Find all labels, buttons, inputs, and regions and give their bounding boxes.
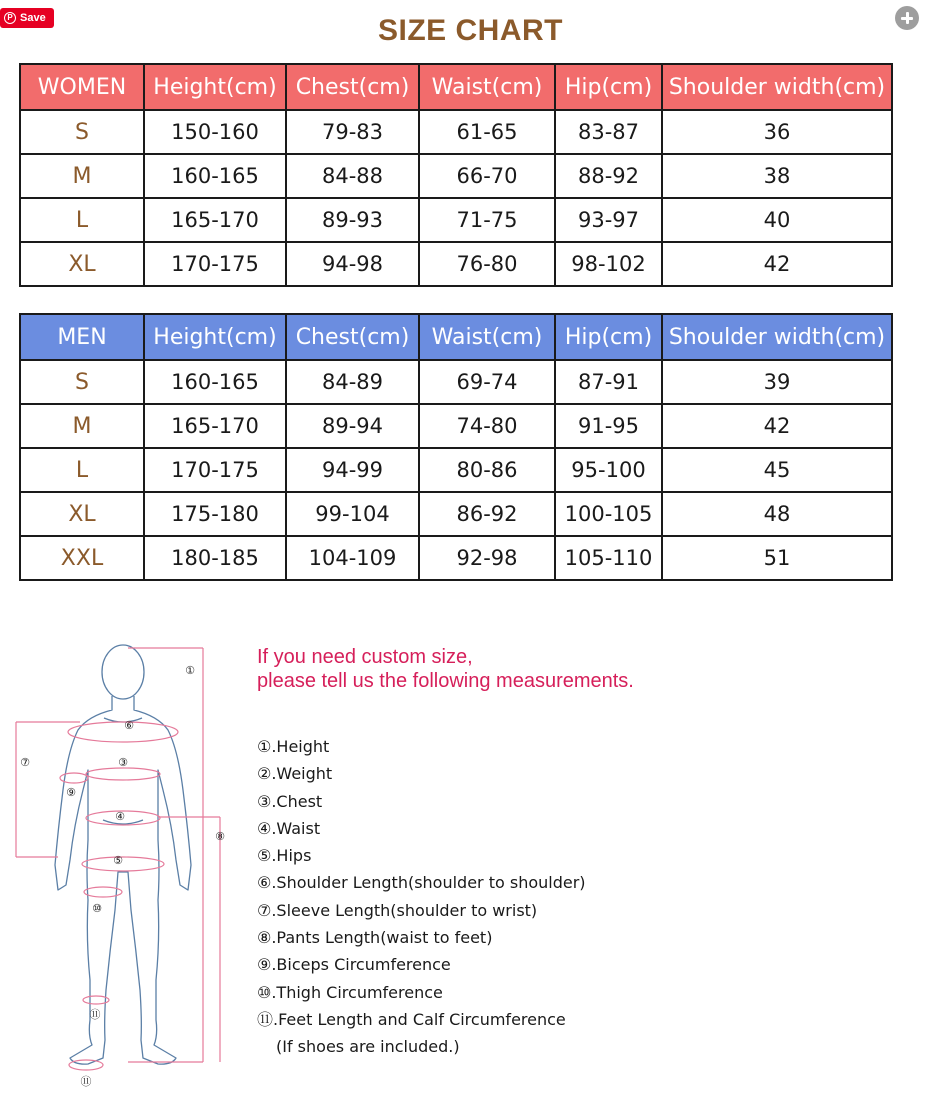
table-cell: 87-91 [555, 360, 662, 404]
table-cell: 83-87 [555, 110, 662, 154]
table-cell: 40 [662, 198, 892, 242]
women-header-cell: Shoulder width(cm) [662, 64, 892, 110]
table-cell: 36 [662, 110, 892, 154]
table-cell: 79-83 [286, 110, 419, 154]
table-cell: 170-175 [144, 242, 286, 286]
table-cell: 105-110 [555, 536, 662, 580]
list-item: ⑥.Shoulder Length(shoulder to shoulder) [257, 873, 586, 893]
table-cell: 99-104 [286, 492, 419, 536]
body-measurement-figure [8, 640, 248, 1100]
table-cell: 86-92 [419, 492, 555, 536]
women-header-cell: Waist(cm) [419, 64, 555, 110]
table-cell: 84-89 [286, 360, 419, 404]
size-label-cell: L [20, 198, 144, 242]
size-label-cell: L [20, 448, 144, 492]
table-cell: 98-102 [555, 242, 662, 286]
table-row [20, 536, 892, 580]
size-label-cell: XL [20, 492, 144, 536]
table-cell: 175-180 [144, 492, 286, 536]
table-cell: 165-170 [144, 404, 286, 448]
table-cell: 160-165 [144, 154, 286, 198]
list-item: ⑨.Biceps Circumference [257, 955, 451, 975]
marker-calf: ⑪ [89, 1008, 101, 1021]
marker-sleeve: ⑦ [20, 756, 30, 769]
table-cell: 80-86 [419, 448, 555, 492]
men-header-cell: Height(cm) [144, 314, 286, 360]
list-item: ⑧.Pants Length(waist to feet) [257, 928, 493, 948]
table-cell: 38 [662, 154, 892, 198]
marker-shoulder: ⑥ [124, 719, 134, 732]
size-label-cell: S [20, 360, 144, 404]
pinterest-icon: P [4, 12, 16, 24]
list-item: ⑩.Thigh Circumference [257, 982, 443, 1002]
table-row [20, 448, 892, 492]
table-row [20, 198, 892, 242]
marker-height: ① [185, 664, 195, 677]
women-header-cell: Hip(cm) [555, 64, 662, 110]
table-row [20, 242, 892, 286]
table-row [20, 404, 892, 448]
marker-chest: ③ [118, 756, 128, 769]
size-label-cell: XL [20, 242, 144, 286]
body-outline [55, 645, 191, 1064]
table-cell: 170-175 [144, 448, 286, 492]
table-cell: 42 [662, 242, 892, 286]
measurement-markers [20, 664, 225, 1088]
table-cell: 45 [662, 448, 892, 492]
list-item-note: (If shoes are included.) [276, 1037, 460, 1057]
table-cell: 104-109 [286, 536, 419, 580]
table-row [20, 492, 892, 536]
table-cell: 93-97 [555, 198, 662, 242]
marker-thigh: ⑩ [92, 902, 102, 915]
table-cell: 66-70 [419, 154, 555, 198]
men-header-row [20, 314, 892, 360]
marker-hips: ⑤ [113, 854, 123, 867]
table-cell: 165-170 [144, 198, 286, 242]
women-header-cell: Chest(cm) [286, 64, 419, 110]
list-item: ⑤.Hips [257, 846, 312, 866]
marker-biceps: ⑨ [66, 786, 76, 799]
marker-waist: ④ [115, 810, 125, 823]
marker-feet: ⑪ [80, 1075, 92, 1088]
size-label-cell: S [20, 110, 144, 154]
women-header-row [20, 64, 892, 110]
table-row [20, 110, 892, 154]
save-button-label: Save [20, 12, 46, 24]
women-size-table [19, 63, 893, 287]
men-header-cell: Shoulder width(cm) [662, 314, 892, 360]
size-label-cell: M [20, 154, 144, 198]
list-item: ③.Chest [257, 791, 323, 811]
women-header-cell: Height(cm) [144, 64, 286, 110]
table-cell: 74-80 [419, 404, 555, 448]
table-row [20, 154, 892, 198]
table-cell: 150-160 [144, 110, 286, 154]
table-cell: 89-94 [286, 404, 419, 448]
men-header-cell: Hip(cm) [555, 314, 662, 360]
list-item: ⑪.Feet Length and Calf Circumference [257, 1009, 566, 1029]
marker-pants: ⑧ [215, 830, 225, 843]
custom-note-line-1: If you need custom size, [257, 646, 473, 668]
table-cell: 100-105 [555, 492, 662, 536]
table-cell: 92-98 [419, 536, 555, 580]
table-cell: 71-75 [419, 198, 555, 242]
men-header-cell: Waist(cm) [419, 314, 555, 360]
table-cell: 51 [662, 536, 892, 580]
men-header-cell: MEN [20, 314, 144, 360]
table-cell: 42 [662, 404, 892, 448]
table-cell: 95-100 [555, 448, 662, 492]
list-item: ④.Waist [257, 818, 321, 838]
list-item: ②.Weight [257, 764, 333, 784]
men-header-cell: Chest(cm) [286, 314, 419, 360]
men-size-table [19, 313, 893, 581]
measurement-list [257, 733, 586, 1061]
table-cell: 88-92 [555, 154, 662, 198]
table-cell: 76-80 [419, 242, 555, 286]
list-item: ⑦.Sleeve Length(shoulder to wrist) [257, 900, 538, 920]
list-item: ①.Height [257, 737, 330, 756]
table-cell: 48 [662, 492, 892, 536]
custom-note-line-2: please tell us the following measurements. [257, 670, 634, 692]
women-header-cell: WOMEN [20, 64, 144, 110]
size-label-cell: M [20, 404, 144, 448]
table-cell: 91-95 [555, 404, 662, 448]
custom-size-note [257, 645, 634, 693]
table-cell: 160-165 [144, 360, 286, 404]
table-cell: 94-99 [286, 448, 419, 492]
table-cell: 69-74 [419, 360, 555, 404]
table-cell: 94-98 [286, 242, 419, 286]
table-cell: 61-65 [419, 110, 555, 154]
table-row [20, 360, 892, 404]
table-cell: 84-88 [286, 154, 419, 198]
table-cell: 180-185 [144, 536, 286, 580]
table-cell: 89-93 [286, 198, 419, 242]
size-label-cell: XXL [20, 536, 144, 580]
table-cell: 39 [662, 360, 892, 404]
page-title: SIZE CHART [378, 14, 563, 47]
